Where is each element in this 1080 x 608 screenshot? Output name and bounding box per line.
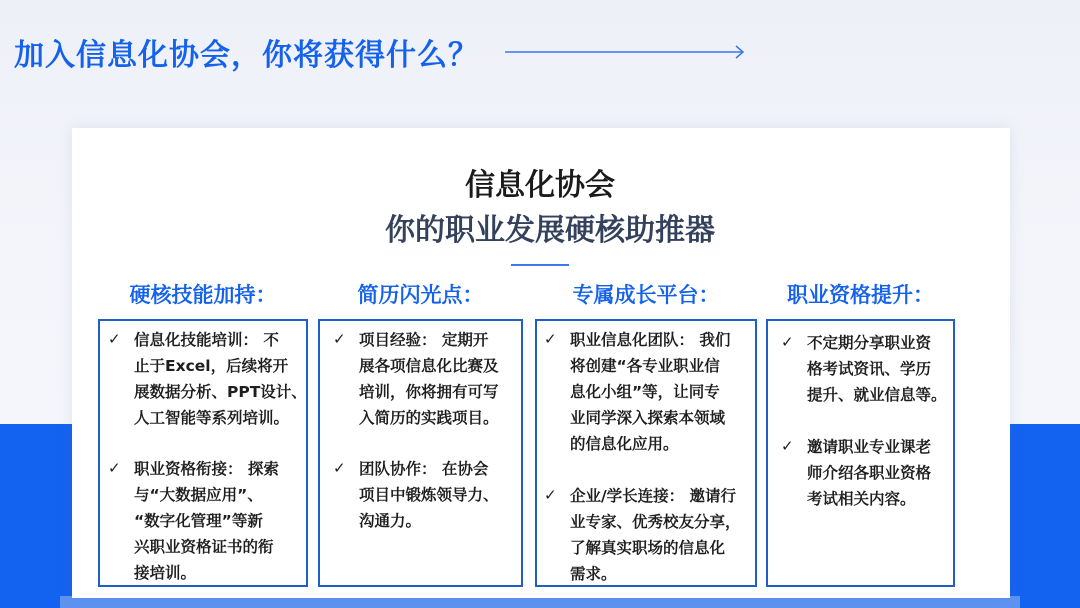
check-icon: ✓ — [108, 459, 121, 477]
check-icon: ✓ — [781, 437, 794, 455]
column-heading-qualification: 职业资格提升： — [787, 283, 934, 307]
check-icon: ✓ — [333, 459, 346, 477]
list-item: 企业/学长连接： 邀请行 业专家、优秀校友分享， 了解真实职场的信息化 需求。 — [570, 487, 741, 583]
list-item: 邀请职业专业课老 师介绍各职业资格 考试相关内容。 — [807, 438, 932, 508]
list-item: 团队协作： 在协会 项目中锻炼领导力、 沟通力。 — [359, 460, 499, 530]
card-subtitle: 你的职业发展硬核助推器 — [385, 213, 715, 248]
list-item: 职业资格衔接： 探索 与“大数据应用”、 “数字化管理”等新 兴职业资格证书的衔 接培训。 — [134, 460, 279, 582]
check-icon: ✓ — [544, 486, 557, 504]
list-item: 信息化技能培训： 不 止于Excel，后续将开 展数据分析、PPT设计、 人工智能等系列培训。 — [134, 331, 307, 427]
title-divider — [511, 264, 569, 266]
check-icon: ✓ — [781, 333, 794, 351]
page-headline: 加入信息化协会，你将获得什么？ — [14, 38, 479, 73]
column-heading-resume: 简历闪光点： — [357, 283, 484, 307]
check-icon: ✓ — [544, 330, 557, 348]
column-heading-growth: 专属成长平台： — [572, 283, 720, 307]
list-item: 职业信息化团队： 我们 将创建“各专业职业信 息化小组”等，让同专 业同学深入探索本领域 的信息化应用。 — [570, 331, 731, 453]
check-icon: ✓ — [333, 330, 346, 348]
column-heading-skills: 硬核技能加持： — [129, 283, 277, 307]
list-item: 项目经验： 定期开 展各项信息化比赛及 培训，你将拥有可写 入简历的实践项目。 — [359, 331, 499, 427]
check-icon: ✓ — [108, 330, 121, 348]
arrow-right-icon — [505, 44, 745, 60]
card-title: 信息化协会 — [465, 168, 615, 203]
list-item: 不定期分享职业资 格考试资讯、学历 提升、就业信息等。 — [807, 334, 947, 404]
